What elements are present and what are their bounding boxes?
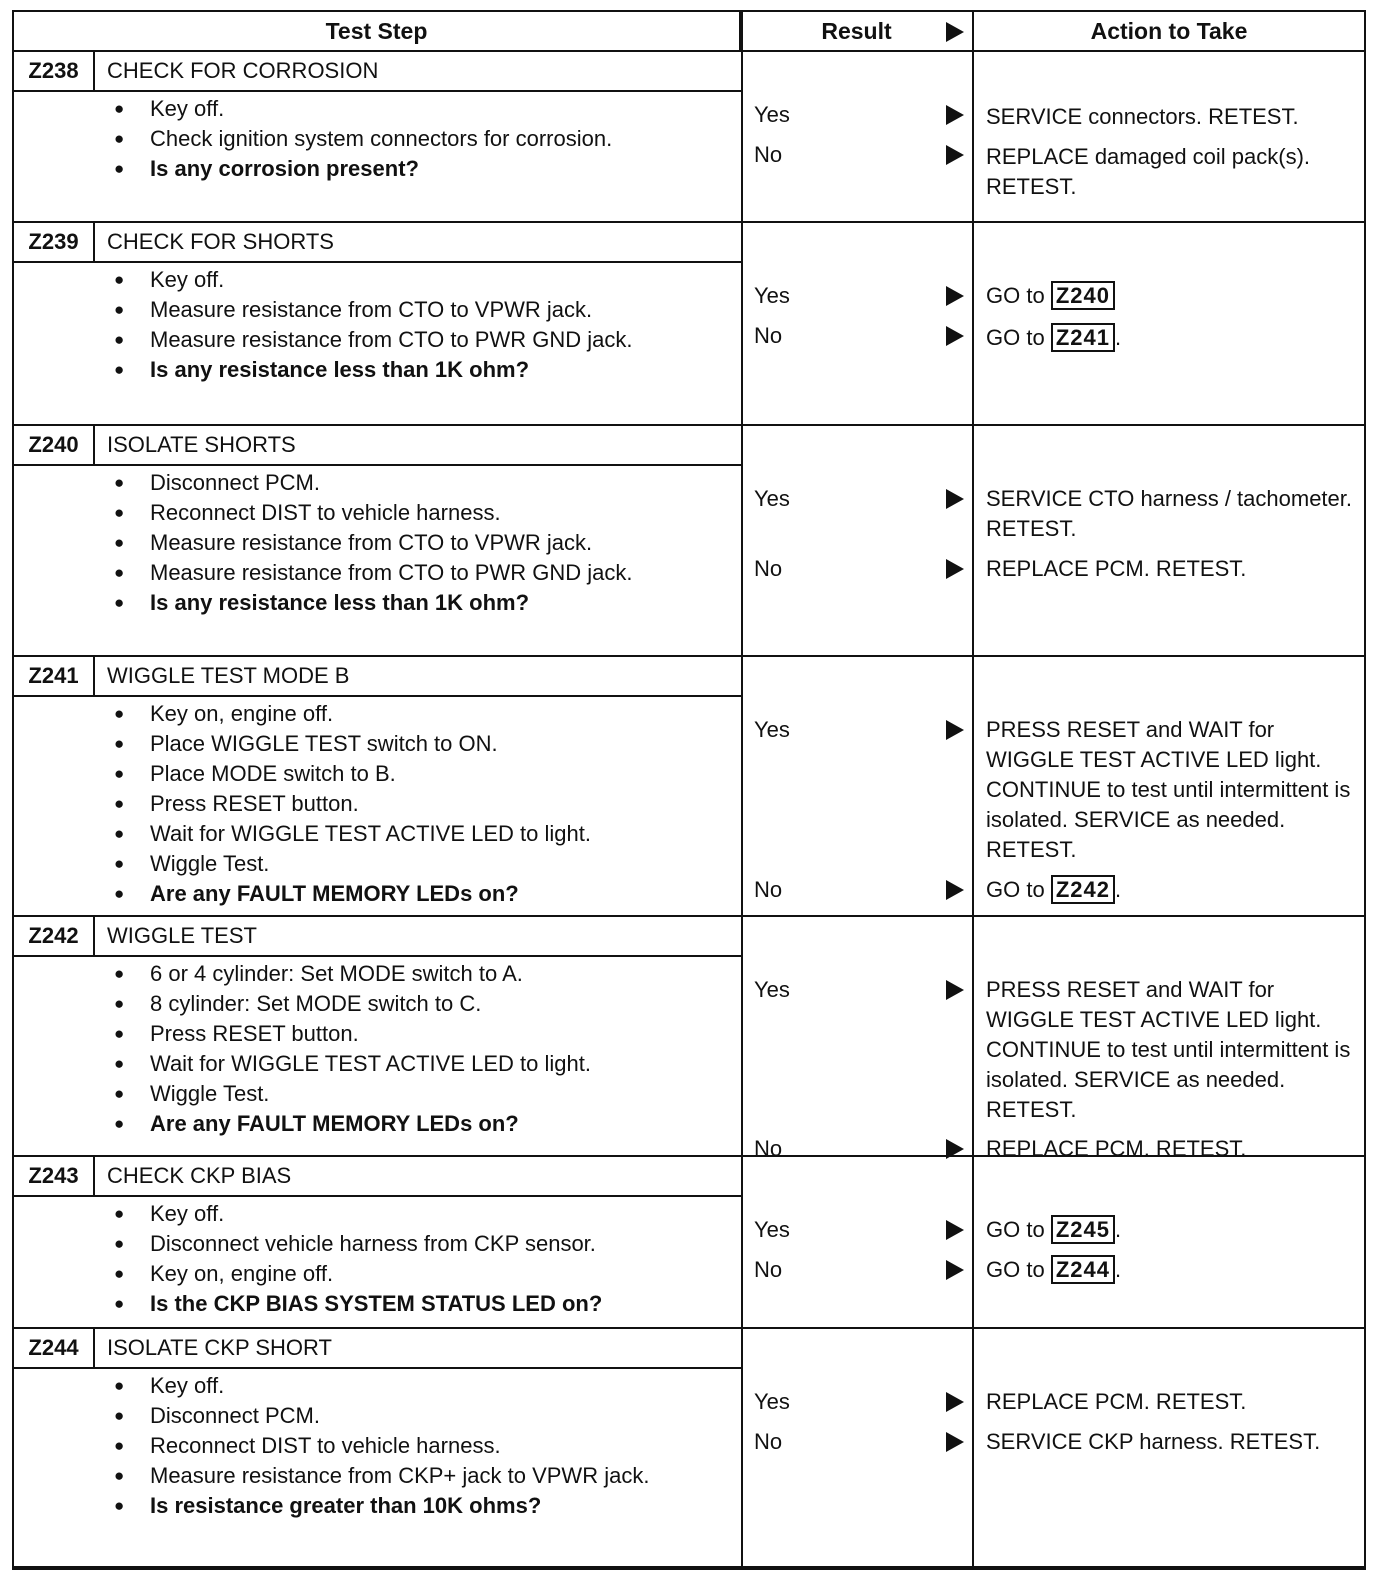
step-title-bar	[14, 223, 741, 263]
step-item: ● Key off.	[14, 94, 741, 124]
test-row-z239	[14, 223, 1364, 426]
step-list	[14, 1199, 741, 1319]
step-title: ISOLATE SHORTS	[107, 432, 296, 457]
step-code: Z243	[14, 1157, 95, 1195]
step-title: ISOLATE CKP SHORT	[107, 1335, 332, 1360]
step-item: ● Measure resistance from CTO to VPWR jack.	[14, 295, 741, 325]
action-yes	[986, 1215, 1358, 1245]
step-item: ● Key on, engine off.	[14, 699, 741, 729]
step-question: ● Is any resistance less than 1K ohm?	[14, 355, 741, 385]
step-item: ● Key off.	[14, 1371, 741, 1401]
arrow-icon	[946, 1260, 964, 1280]
step-item: ● Disconnect vehicle harness from CKP sensor.	[14, 1229, 741, 1259]
action-text: GO to	[986, 877, 1045, 902]
step-item: ● 8 cylinder: Set MODE switch to C.	[14, 989, 741, 1019]
step-reference-z245[interactable]: Z245	[1051, 1215, 1115, 1244]
arrow-icon	[946, 720, 964, 740]
action-yes: PRESS RESET and WAIT for WIGGLE TEST ACTIVE LED light. CONTINUE to test until intermittent is isolated. SERVICE as needed. RETEST.	[986, 717, 1351, 862]
step-item: ● Reconnect DIST to vehicle harness.	[14, 498, 741, 528]
header-arrow-icon	[946, 22, 964, 42]
step-reference-z242[interactable]: Z242	[1051, 875, 1115, 904]
step-question: ● Is any corrosion present?	[14, 154, 741, 184]
step-title: CHECK CKP BIAS	[107, 1163, 292, 1188]
result-yes: Yes	[754, 283, 790, 308]
step-reference-z240[interactable]: Z240	[1051, 281, 1115, 310]
step-question: ● Are any FAULT MEMORY LEDs on?	[14, 879, 741, 909]
step-item: ● Disconnect PCM.	[14, 1401, 741, 1431]
test-row-z244	[14, 1329, 1364, 1568]
arrow-icon	[946, 1392, 964, 1412]
action-no: REPLACE PCM. RETEST.	[986, 556, 1247, 581]
action-suffix: .	[1114, 1217, 1122, 1242]
step-list	[14, 699, 741, 909]
test-row-z238	[14, 52, 1364, 223]
step-item: ● Press RESET button.	[14, 1019, 741, 1049]
step-title-bar	[14, 1157, 741, 1197]
result-no: No	[754, 1257, 783, 1282]
result-yes: Yes	[754, 1389, 790, 1414]
step-item: ● Place MODE switch to B.	[14, 759, 741, 789]
step-title-bar	[14, 426, 741, 466]
action-yes	[986, 281, 1358, 311]
step-item: ● Measure resistance from CTO to VPWR jack.	[14, 528, 741, 558]
step-code: Z241	[14, 657, 95, 695]
step-question: ● Is resistance greater than 10K ohms?	[14, 1491, 741, 1521]
step-title: CHECK FOR SHORTS	[107, 229, 334, 254]
arrow-icon	[946, 1432, 964, 1452]
result-no: No	[754, 877, 783, 902]
step-item: ● 6 or 4 cylinder: Set MODE switch to A.	[14, 959, 741, 989]
result-yes: Yes	[754, 102, 790, 127]
action-yes: SERVICE CTO harness / tachometer. RETEST.	[986, 486, 1353, 541]
action-suffix: .	[1114, 877, 1122, 902]
column-divider	[741, 12, 743, 1568]
step-item: ● Measure resistance from CKP+ jack to VPWR jack.	[14, 1461, 741, 1491]
step-code: Z242	[14, 917, 95, 955]
step-item: ● Measure resistance from CTO to PWR GND jack.	[14, 325, 741, 355]
header-test-step: Test Step	[14, 12, 741, 52]
arrow-icon	[946, 489, 964, 509]
result-no: No	[754, 1429, 783, 1454]
step-item: ● Key off.	[14, 265, 741, 295]
step-item: ● Measure resistance from CTO to PWR GND jack.	[14, 558, 741, 588]
arrow-icon	[946, 1139, 964, 1159]
action-text: GO to	[986, 283, 1045, 308]
action-no: SERVICE CKP harness. RETEST.	[986, 1429, 1321, 1454]
test-row-z243	[14, 1157, 1364, 1329]
arrow-icon	[946, 145, 964, 165]
action-suffix: .	[1114, 1257, 1122, 1282]
result-no: No	[754, 1136, 783, 1161]
step-title: WIGGLE TEST MODE B	[107, 663, 350, 688]
arrow-icon	[946, 559, 964, 579]
arrow-icon	[946, 326, 964, 346]
step-title-bar	[14, 917, 741, 957]
step-list	[14, 265, 741, 385]
action-no	[986, 323, 1358, 353]
step-list	[14, 1371, 741, 1521]
arrow-icon	[946, 286, 964, 306]
test-row-z240	[14, 426, 1364, 657]
step-item: ● Wait for WIGGLE TEST ACTIVE LED to light.	[14, 819, 741, 849]
action-yes: PRESS RESET and WAIT for WIGGLE TEST ACTIVE LED light. CONTINUE to test until intermittent is isolated. SERVICE as needed. RETEST.	[986, 977, 1351, 1122]
step-question: ● Is any resistance less than 1K ohm?	[14, 588, 741, 618]
header-action: Action to Take	[972, 12, 1364, 52]
step-item: ● Press RESET button.	[14, 789, 741, 819]
step-code: Z238	[14, 52, 95, 90]
action-yes: REPLACE PCM. RETEST.	[986, 1389, 1247, 1414]
result-no: No	[754, 142, 783, 167]
step-title: CHECK FOR CORROSION	[107, 58, 379, 83]
action-text: GO to	[986, 1257, 1045, 1282]
step-title-bar	[14, 657, 741, 697]
step-question: ● Is the CKP BIAS SYSTEM STATUS LED on?	[14, 1289, 741, 1319]
action-no: REPLACE PCM. RETEST.	[986, 1136, 1247, 1161]
action-suffix: .	[1114, 325, 1122, 350]
action-text: GO to	[986, 325, 1045, 350]
action-yes: SERVICE connectors. RETEST.	[986, 104, 1299, 129]
result-yes: Yes	[754, 1217, 790, 1242]
step-list	[14, 959, 741, 1139]
test-row-z242	[14, 917, 1364, 1161]
step-code: Z244	[14, 1329, 95, 1367]
action-text: GO to	[986, 1217, 1045, 1242]
step-item: ● Wiggle Test.	[14, 1079, 741, 1109]
diagnostic-table	[12, 10, 1366, 1570]
step-title: WIGGLE TEST	[107, 923, 257, 948]
step-list	[14, 94, 741, 184]
step-item: ● Place WIGGLE TEST switch to ON.	[14, 729, 741, 759]
result-yes: Yes	[754, 486, 790, 511]
step-item: ● Disconnect PCM.	[14, 468, 741, 498]
step-question: ● Are any FAULT MEMORY LEDs on?	[14, 1109, 741, 1139]
step-item: ● Key off.	[14, 1199, 741, 1229]
step-item: ● Wait for WIGGLE TEST ACTIVE LED to light.	[14, 1049, 741, 1079]
step-reference-z241[interactable]: Z241	[1051, 323, 1115, 352]
action-no	[986, 1255, 1358, 1285]
arrow-icon	[946, 980, 964, 1000]
test-row-z241	[14, 657, 1364, 917]
step-item: ● Check ignition system connectors for corrosion.	[14, 124, 741, 154]
header-result: Result	[741, 12, 972, 52]
step-list	[14, 468, 741, 618]
result-no: No	[754, 556, 783, 581]
arrow-icon	[946, 1220, 964, 1240]
step-code: Z239	[14, 223, 95, 261]
step-item: ● Key on, engine off.	[14, 1259, 741, 1289]
step-item: ● Reconnect DIST to vehicle harness.	[14, 1431, 741, 1461]
result-yes: Yes	[754, 977, 790, 1002]
arrow-icon	[946, 880, 964, 900]
step-reference-z244[interactable]: Z244	[1051, 1255, 1115, 1284]
result-yes: Yes	[754, 717, 790, 742]
result-no: No	[754, 323, 783, 348]
action-no	[986, 875, 1358, 905]
step-title-bar	[14, 1329, 741, 1369]
column-divider	[972, 12, 974, 1568]
step-title-bar	[14, 52, 741, 92]
step-code: Z240	[14, 426, 95, 464]
action-no: REPLACE damaged coil pack(s). RETEST.	[986, 144, 1311, 199]
step-item: ● Wiggle Test.	[14, 849, 741, 879]
arrow-icon	[946, 105, 964, 125]
